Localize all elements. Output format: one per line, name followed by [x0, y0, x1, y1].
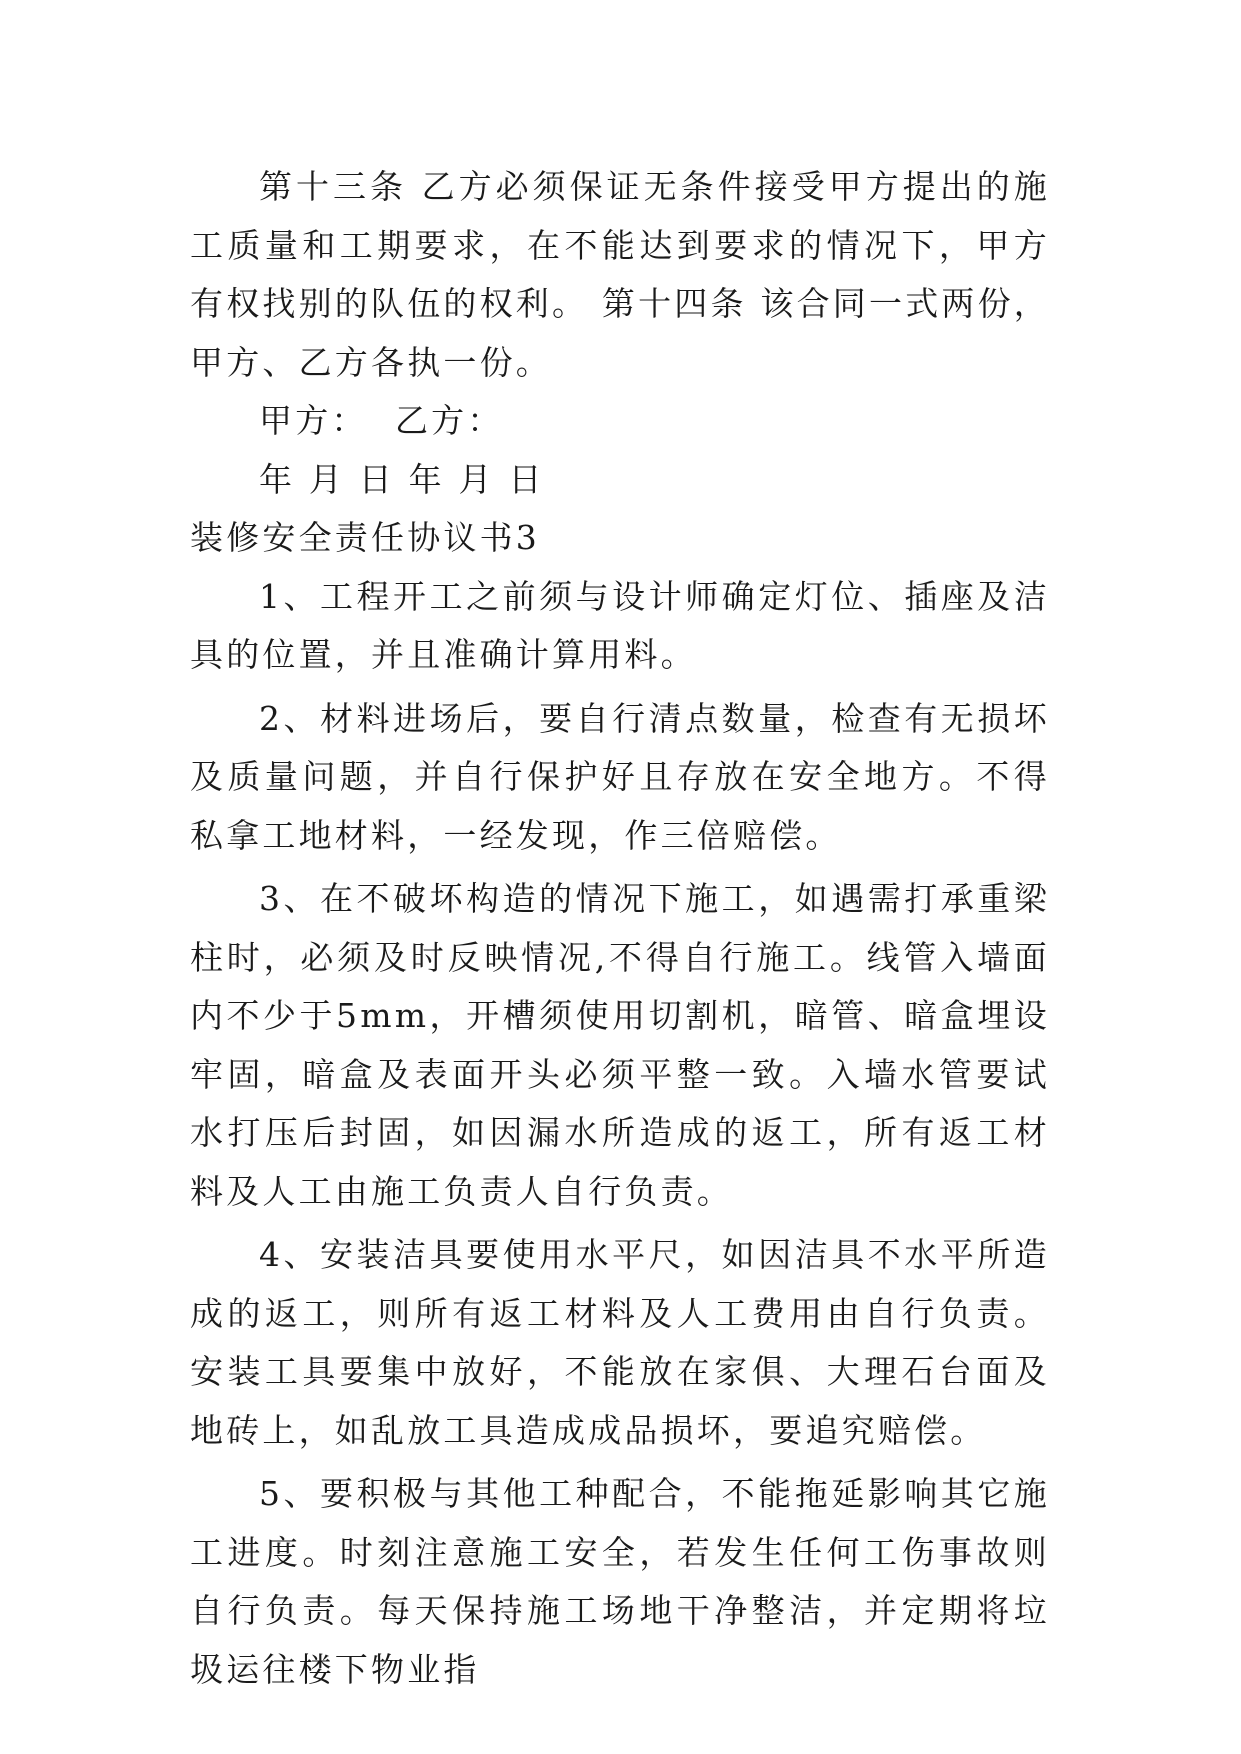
item-paragraph-2: 2、材料进场后，要自行清点数量，检查有无损坏及质量问题，并自行保护好且存放在安全地方。不得私拿工地材料，一经发现，作三倍赔偿。	[190, 698, 1050, 855]
document-page	[190, 158, 1050, 1699]
item-paragraph-3: 3、在不破坏构造的情况下施工，如遇需打承重梁柱时，必须及时反映情况,不得自行施工。线管入墙面内不少于5mm，开槽须使用切割机，暗管、暗盒埋设牢固，暗盒及表面开头必须平整一致。入墙水管要试水打压后封固，如因漏水所造成的返工，所有返工材料及人工由施工负责人自行负责。	[190, 879, 1050, 1211]
article-13-14-paragraph: 第十三条 乙方必须保证无条件接受甲方提出的施工质量和工期要求，在不能达到要求的情况下，甲方有权找别的队伍的权利。 第十四条 该合同一式两份，甲方、乙方各执一份。	[190, 167, 1050, 382]
item-paragraph-1: 1、工程开工之前须与设计师确定灯位、插座及洁具的位置，并且准确计算用料。	[190, 576, 1050, 674]
date-line: 年 月 日 年 月 日	[259, 459, 545, 499]
item-paragraph-5: 5、要积极与其他工种配合，不能拖延影响其它施工进度。时刻注意施工安全，若发生任何工伤事故则自行负责。每天保持施工场地干净整洁，并定期将垃圾运往楼下物业指	[190, 1474, 1050, 1689]
signature-line: 甲方： 乙方：	[259, 401, 504, 440]
item-paragraph-4: 4、安装洁具要使用水平尺，如因洁具不水平所造成的返工，则所有返工材料及人工费用由自行负责。安装工具要集中放好，不能放在家俱、大理石台面及地砖上，如乱放工具造成成品损坏，要追究赔偿。	[190, 1235, 1050, 1450]
section-title: 装修安全责任协议书3	[190, 518, 540, 557]
